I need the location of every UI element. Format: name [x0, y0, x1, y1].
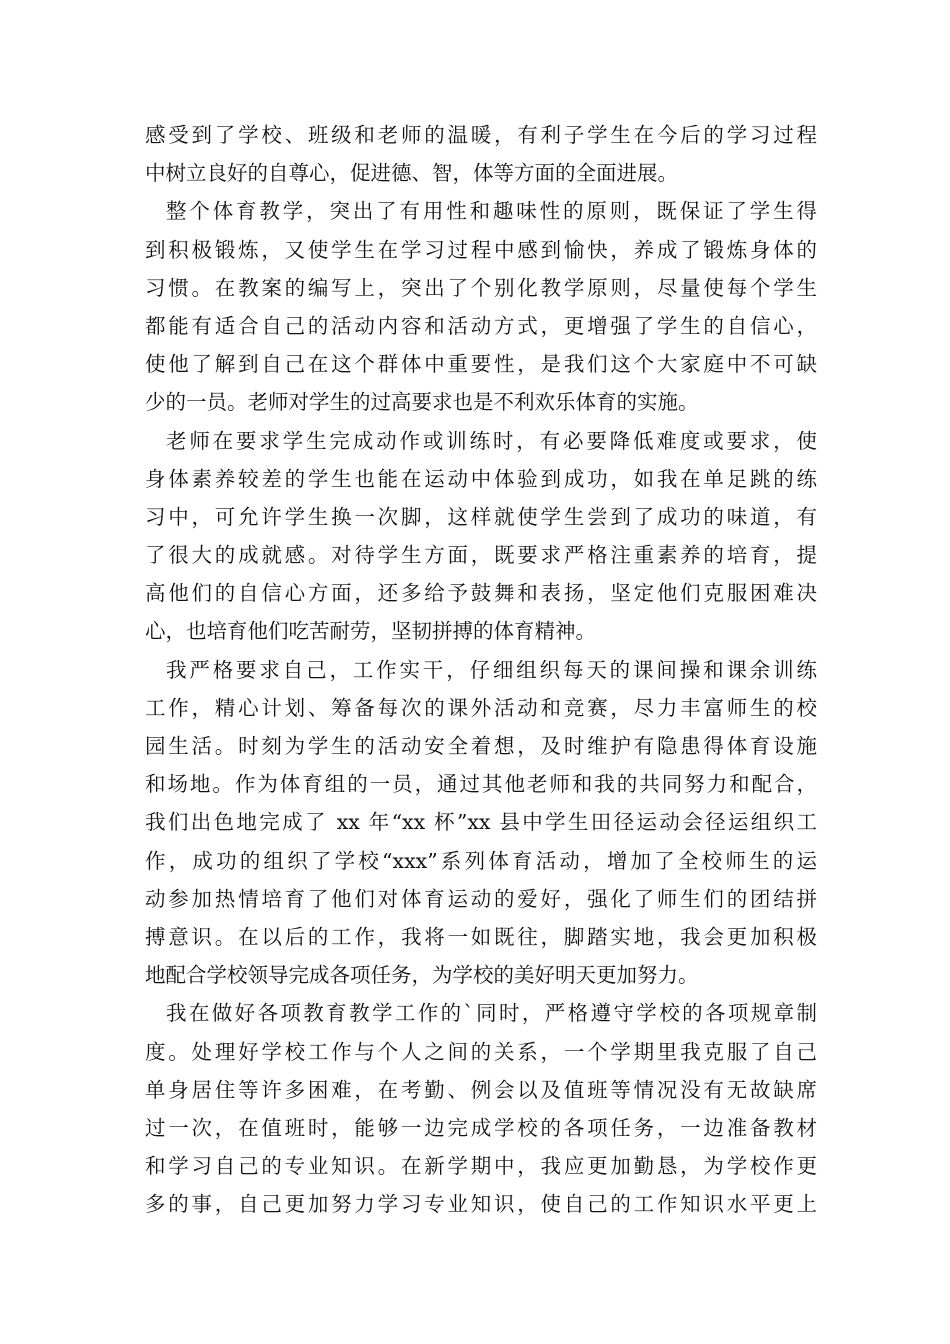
text-line: 中树立良好的自尊心，促进德、智，体等方面的全面进展。 [145, 161, 678, 186]
text-line: 感受到了学校、班级和老师的温暖，有利子学生在今后的学习过程 [145, 123, 817, 147]
text-line: 度。处理好学校工作与个人之间的关系，一个学期里我克服了自己 [145, 1039, 817, 1064]
text-line: 整个体育教学，突出了有用性和趣味性的原则，既保证了学生得 [166, 199, 817, 224]
text-line: 都能有适合自己的活动内容和活动方式，更增强了学生的自信心， [145, 313, 817, 338]
text-line: 我严格要求自己，工作实干，仔细组织每天的课间操和课余训练 [166, 657, 817, 682]
text-line: 工作，精心计划、筹备每次的课外活动和竞赛，尽力丰富师生的校 [145, 695, 817, 720]
text-line: 身体素养较差的学生也能在运动中体验到成功，如我在单足跳的练 [145, 466, 817, 491]
text-line: 老师在要求学生完成动作或训练时，有必要降低难度或要求，使 [166, 428, 817, 453]
text-line: 过一次，在值班时，能够一边完成学校的各项任务，一边准备教材 [145, 1115, 817, 1140]
text-line: 少的一员。老师对学生的过高要求也是不利欢乐体育的实施。 [145, 390, 699, 415]
text-line: 园生活。时刻为学生的活动安全着想，及时维护有隐患得体育设施 [145, 734, 817, 758]
text-line: 地配合学校领导完成各项任务，为学校的美好明天更加努力。 [145, 963, 699, 988]
text-line: 和场地。作为体育组的一员，通过其他老师和我的共同努力和配合， [145, 772, 817, 797]
text-line: 和学习自己的专业知识。在新学期中，我应更加勤恳，为学校作更 [145, 1154, 817, 1179]
text-line: 习惯。在教案的编写上，突出了个别化教学原则，尽量使每个学生 [145, 275, 817, 300]
text-line: 了很大的成就感。对待学生方面，既要求严格注重素养的培育，提 [145, 543, 817, 568]
text-line: 多的事，自己更加努力学习专业知识，使自己的工作知识水平更上 [145, 1192, 817, 1217]
text-line: 我在做好各项教育教学工作的`同时，严格遵守学校的各项规章制 [166, 1001, 817, 1026]
text-line: 使他了解到自己在这个群体中重要性，是我们这个大家庭中不可缺 [145, 352, 817, 377]
text-line: 到积极锻炼，又使学生在学习过程中感到愉快，养成了锻炼身体的 [145, 237, 817, 262]
text-line: 我们出色地完成了 xx 年“xx 杯”xx 县中学生田径运动会径运组织工 [145, 810, 817, 835]
text-line: 高他们的自信心方面，还多给予鼓舞和表扬，坚定他们克服困难决 [145, 581, 817, 606]
text-line: 习中，可允许学生换一次脚，这样就使学生尝到了成功的味道，有 [145, 504, 817, 529]
text-line: 动参加热情培育了他们对体育运动的爱好，强化了师生们的团结拼 [145, 886, 817, 911]
text-line: 单身居住等许多困难，在考勤、例会以及值班等情况没有无故缺席 [145, 1077, 817, 1102]
text-line: 搏意识。在以后的工作，我将一如既往，脚踏实地，我会更加积极 [145, 924, 817, 949]
text-line: 心，也培育他们吃苦耐劳，坚韧拼搏的体育精神。 [145, 619, 596, 644]
document-body [145, 116, 817, 1223]
text-line: 作，成功的组织了学校“xxx”系列体育活动，增加了全校师生的运 [145, 848, 817, 873]
